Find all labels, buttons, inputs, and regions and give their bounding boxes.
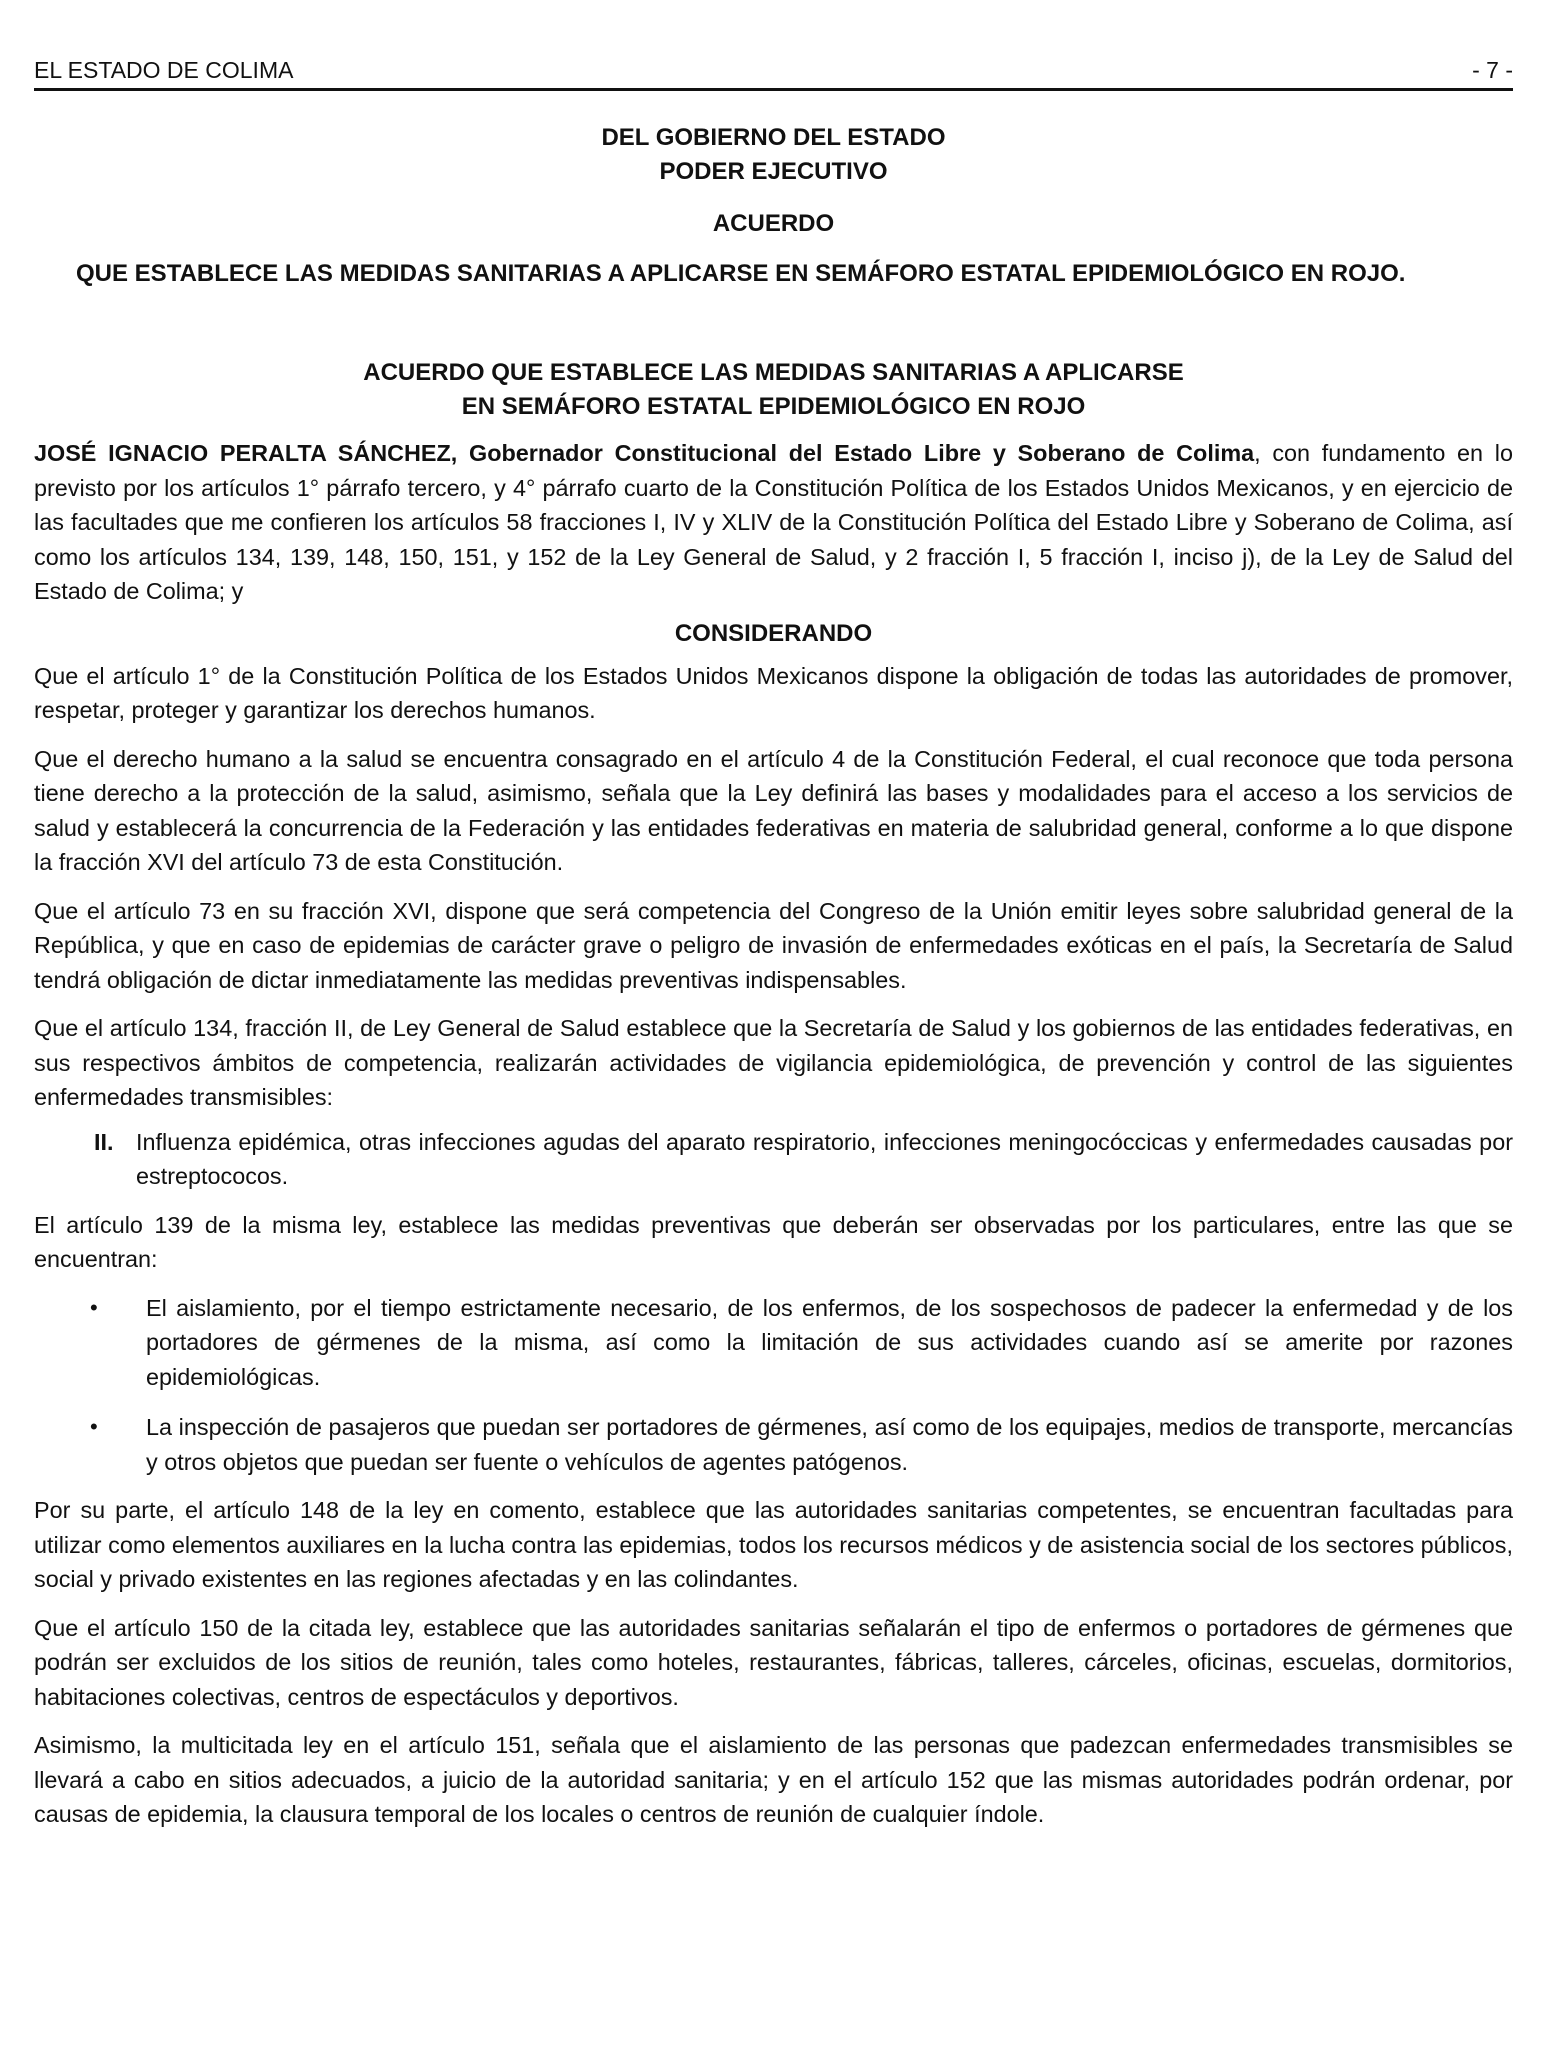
paragraph-6: Por su parte, el artículo 148 de la ley en comento, establece que las autoridades sanitarias competentes, se encuentran facultadas para utilizar como elementos auxiliares en la lucha contra las epidemias, todos los recursos médicos y de asistencia social de los sectores públicos, social y privado existentes en las regiones afectadas y en las colindantes. [34,1497,1513,1592]
subtitle-line-1: ACUERDO QUE ESTABLECE LAS MEDIDAS SANITARIAS A APLICARSE [363,359,1184,386]
paragraph-8: Asimismo, la multicitada ley en el artículo 151, señala que el aislamiento de las personas que padezcan enfermedades transmisibles se llevará a cabo en sitios adecuados, a juicio de la autoridad sanitaria; y en el artículo 152 que las mismas autoridades podrán ordenar, por causas de epidemia, la clausura temporal de los locales o centros de reunión de cualquier índole. [34,1732,1513,1827]
paragraph-2: Que el derecho humano a la salud se encuentra consagrado en el artículo 4 de la Constitución Federal, el cual reconoce que toda persona tiene derecho a la protección de la salud, asimismo, señala que la Ley definirá las bases y modalidades para el acceso a los servicios de salud y establecerá la concurrencia de la Federación y las entidades federativas en materia de salubridad general, conforme a lo que dispone la fracción XVI del artículo 73 de esta Constitución. [34,745,1513,875]
heading-executive: PODER EJECUTIVO [659,158,888,185]
roman-numeral: II. [94,1128,114,1155]
paragraph-4: Que el artículo 134, fracción II, de Ley General de Salud establece que la Secretaría de Salud y los gobiernos de las entidades federativas, en sus respectivos ámbitos de competencia, realizarán actividades de vigilancia epidemiológica, de prevención y control de las siguientes enfermedades transmisibles: [34,1015,1513,1110]
list-item [34,1291,1513,1395]
governor-name: JOSÉ IGNACIO PERALTA SÁNCHEZ, Gobernador Constitucional del Estado Libre y Soberano de Colima [34,440,1255,466]
bullet-icon: • [90,1294,98,1320]
preamble [34,436,1513,609]
preamble-text: , con fundamento en lo previsto por los artículos 1° párrafo tercero, y 4° párrafo cuarto de la Constitución Política de los Estados Unidos Mexicanos, y en ejercicio de las facultades que me confieren los artículos 58 fracciones I, IV y XLIV de la Constitución Política del Estado Libre y Soberano de Colima, así como los artículos 134, 139, 148, 150, 151, y 152 de la Ley General de Salud, y 2 fracción I, 5 fracción I, inciso j), de la Ley de Salud del Estado de Colima; y [34,440,1513,604]
paragraph-3: Que el artículo 73 en su fracción XVI, dispone que será competencia del Congreso de la Unión emitir leyes sobre salubridad general de la República, y que en caso de epidemias de carácter grave o peligro de invasión de enfermedades exóticas en el país, la Secretaría de Salud tendrá obligación de dictar inmediatamente las medidas preventivas indispensables. [34,897,1513,993]
publication-name: EL ESTADO DE COLIMA [34,57,294,83]
bullet-list [34,1291,1513,1480]
paragraph-5: El artículo 139 de la misma ley, establece las medidas preventivas que deberán ser observadas por los particulares, entre las que se encuentran: [34,1211,1513,1272]
list-item [34,1410,1513,1479]
page-number: - 7 - [1472,57,1513,83]
paragraph-1: Que el artículo 1° de la Constitución Política de los Estados Unidos Mexicanos dispone la obligación de todas las autoridades de promover, respetar, proteger y garantizar los derechos humanos. [34,662,1513,723]
roman-item-text: Influenza epidémica, otras infecciones agudas del aparato respiratorio, infecciones meningocóccicas y enfermedades causadas por estreptococos. [136,1128,1513,1189]
heading-government: DEL GOBIERNO DEL ESTADO [601,124,946,151]
subtitle-line-2: EN SEMÁFORO ESTATAL EPIDEMIOLÓGICO EN ROJO [461,393,1086,420]
bullet-text-2: La inspección de pasajeros que puedan ser portadores de gérmenes, así como de los equipajes, medios de transporte, mercancías y otros objetos que puedan ser fuente o vehículos de agentes patógenos. [146,1414,1513,1475]
paragraph-7: Que el artículo 150 de la citada ley, establece que las autoridades sanitarias señalarán el tipo de enfermos o portadores de gérmenes que podrán ser excluidos de los sitios de reunión, tales como hoteles, restaurantes, fábricas, talleres, cárceles, oficinas, escuelas, dormitorios, habitaciones colectivas, centros de espectáculos y deportivos. [34,1614,1513,1710]
roman-list-item [34,1125,1513,1194]
heading-acuerdo: ACUERDO [712,210,835,237]
document-title: QUE ESTABLECE LAS MEDIDAS SANITARIAS A APLICARSE EN SEMÁFORO ESTATAL EPIDEMIOLÓGICO EN ROJO. [76,260,1406,287]
considerando-heading: CONSIDERANDO [674,619,873,647]
bullet-icon: • [90,1414,98,1439]
page-header [34,54,1513,91]
bullet-text-1: El aislamiento, por el tiempo estrictamente necesario, de los enfermos, de los sospechosos de padecer la enfermedad y de los portadores de gérmenes de la misma, así como la limitación de sus actividades cuando así se amerite por razones epidemiológicas. [146,1294,1513,1390]
